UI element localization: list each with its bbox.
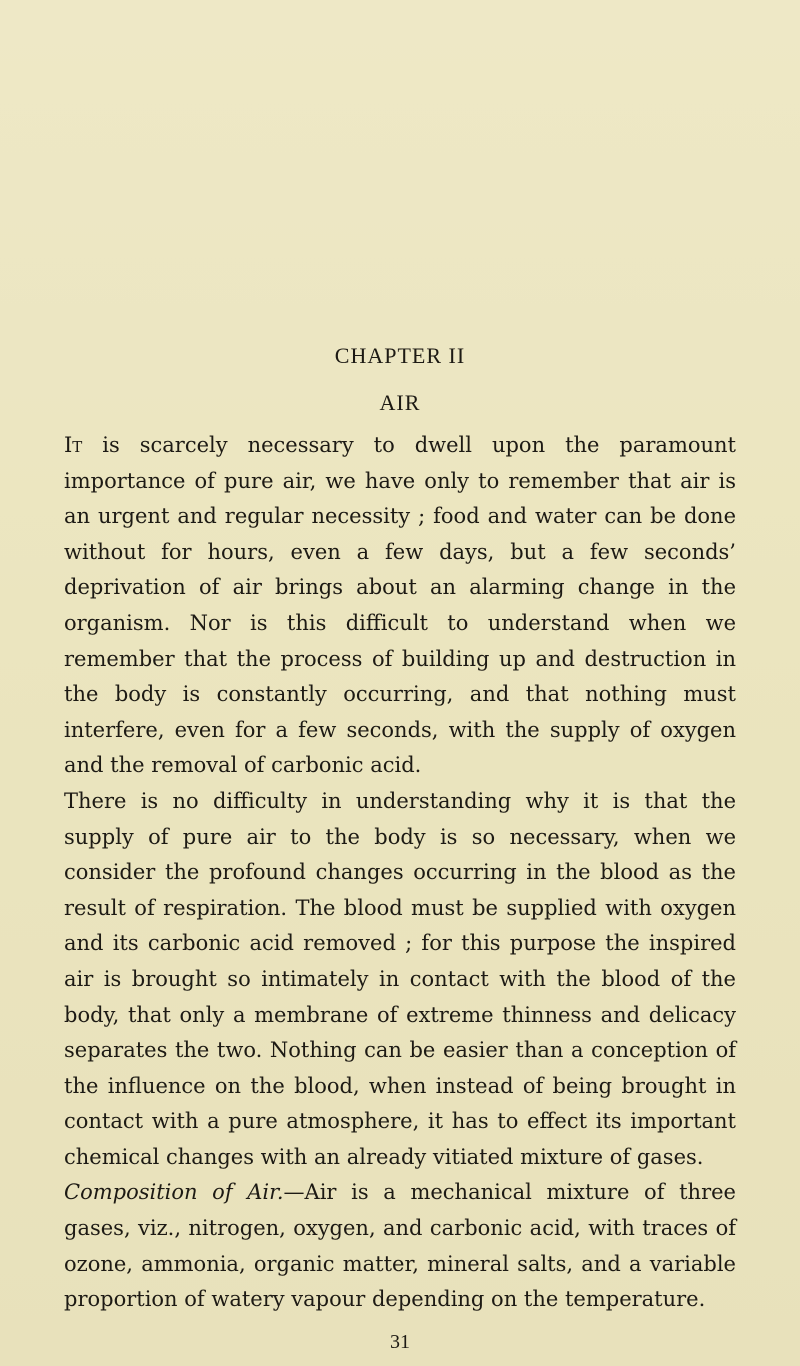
chapter-title: AIR	[379, 390, 421, 415]
paragraph-2	[64, 784, 736, 1176]
paragraph-1-text: is scarcely necessary to dwell upon the paramount importance of pure air, we have only to remember that air is an urgent and regular necessity ; food and water can be done without for hours, even a few days, but a few seconds’ deprivation of air brings about an alarming change in the organism. Nor is this difficult to understand when we remember that the process of building up and destruction in the body is constantly occurring, and that nothing must interfere, even for a few seconds, with the supply of oxygen and the removal of carbonic acid.	[64, 433, 736, 778]
paragraph-3-lead: Composition of Air.	[64, 1180, 284, 1205]
paragraph-1	[64, 428, 736, 784]
paragraph-3	[64, 1175, 736, 1317]
paragraph-2-text: There is no difficulty in understanding why it is that the supply of pure air to the body is so necessary, when we consider the profound changes occurring in the blood as the result of respiration. The blood must be supplied with oxygen and its carbonic acid removed ; for this purpose the inspired air is brought so intimately in contact with the blood of the body, that only a membrane of extreme thinness and delicacy separates the two. Nothing can be easier than a conception of the influence on the blood, when instead of being brought in contact with a pure atmosphere, it has to effect its important chemical changes with an already vitiated mixture of gases.	[64, 788, 736, 1169]
page-number: 31	[390, 1331, 410, 1353]
chapter-label: CHAPTER II	[334, 343, 466, 368]
body-text	[64, 428, 736, 1318]
paragraph-3-text: —Air is a mechanical mixture of three gases, viz., nitrogen, oxygen, and carbonic acid, with traces of ozone, ammonia, organic matter, mineral salts, and a variable proportion of watery vapour depending on the temperature.	[64, 1180, 736, 1312]
paragraph-1-lead: It	[64, 433, 83, 457]
